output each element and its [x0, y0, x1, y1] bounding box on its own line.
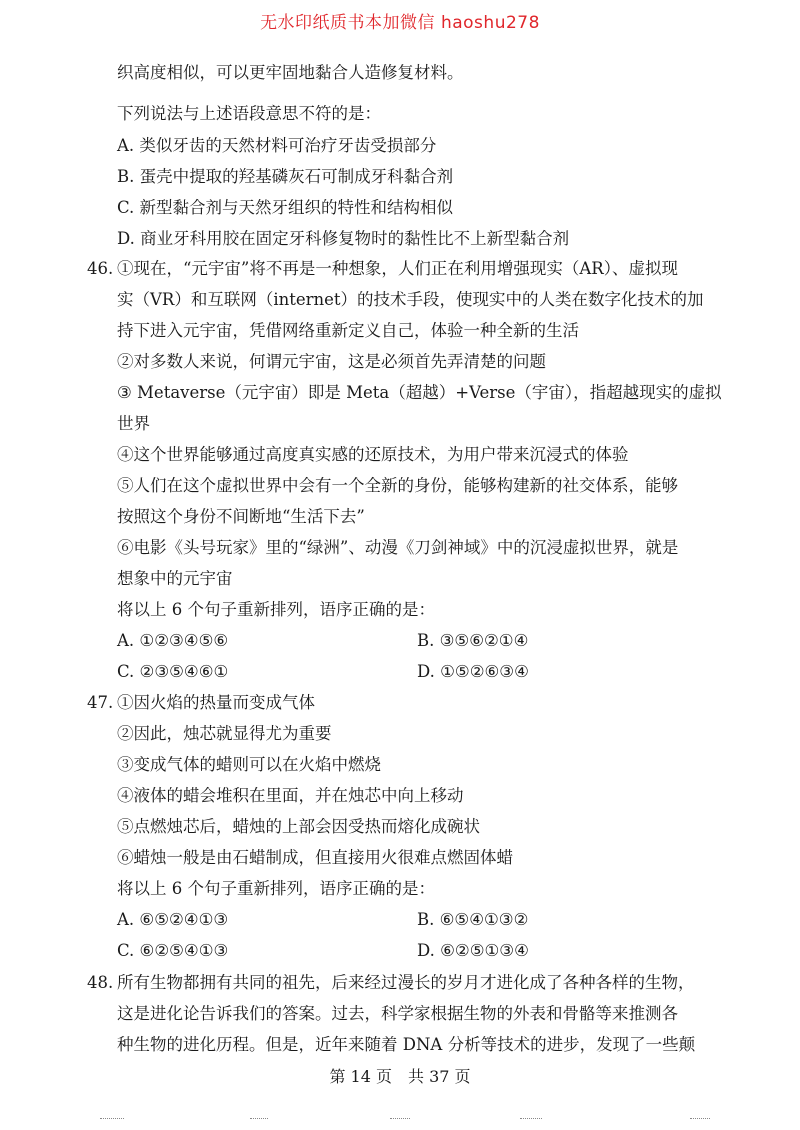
scan-speck: [520, 1118, 542, 1121]
q45-continuation-line: 织高度相似，可以更牢固地黏合人造修复材料。: [117, 63, 464, 82]
q46-line: ⑥电影《头号玩家》里的“绿洲”、动漫《刀剑神域》中的沉浸虚拟世界，就是: [117, 538, 679, 557]
q45-option-a: A. 类似牙齿的天然材料可治疗牙齿受损部分: [117, 136, 437, 155]
q47-line: ①因火焰的热量而变成气体: [117, 693, 315, 712]
q47-option-b: B. ⑥⑤④①③②: [417, 910, 529, 929]
q46-line: 世界: [117, 414, 150, 433]
q47-line: ③变成气体的蜡则可以在火焰中燃烧: [117, 755, 381, 774]
q48-line: 这是进化论告诉我们的答案。过去，科学家根据生物的外表和骨骼等来推测各: [117, 1004, 678, 1023]
q45-prompt: 下列说法与上述语段意思不符的是：: [117, 104, 381, 123]
watermark-text: 无水印纸质书本加微信 haoshu278: [260, 13, 540, 33]
q48-number: 48.: [87, 973, 114, 992]
scan-speck: [690, 1118, 710, 1121]
scan-speck: [250, 1118, 268, 1121]
q46-line: ①现在，“元宇宙”将不再是一种想象，人们正在利用增强现实（AR）、虚拟现: [117, 259, 678, 278]
scan-speck: [390, 1118, 410, 1121]
q46-option-d: D. ①⑤②⑥③④: [417, 662, 529, 681]
q48-line: 种生物的进化历程。但是，近年来随着 DNA 分析等技术的进步，发现了一些颠: [117, 1035, 696, 1054]
q46-line: 按照这个身份不间断地“生活下去”: [117, 507, 365, 526]
q46-option-a: A. ①②③④⑤⑥: [117, 631, 229, 650]
page-footer: 第 14 页 共 37 页: [329, 1067, 471, 1086]
q47-option-c: C. ⑥②⑤④①③: [117, 941, 229, 960]
q46-number: 46.: [87, 259, 114, 278]
q47-option-a: A. ⑥⑤②④①③: [117, 910, 229, 929]
q47-line: ②因此，烛芯就显得尤为重要: [117, 724, 332, 743]
q47-option-d: D. ⑥②⑤①③④: [417, 941, 529, 960]
q46-line: ③ Metaverse（元宇宙）即是 Meta（超越）+Verse（宇宙），指超越现实的虚拟: [117, 383, 722, 402]
q47-line: ⑤点燃烛芯后，蜡烛的上部会因受热而熔化成碗状: [117, 817, 480, 836]
q46-line: ④这个世界能够通过高度真实感的还原技术，为用户带来沉浸式的体验: [117, 445, 629, 464]
q46-option-c: C. ②③⑤④⑥①: [117, 662, 229, 681]
q46-line: 想象中的元宇宙: [117, 569, 233, 588]
q45-option-b: B. 蛋壳中提取的羟基磷灰石可制成牙科黏合剂: [117, 167, 454, 186]
q45-option-c: C. 新型黏合剂与天然牙组织的特性和结构相似: [117, 198, 454, 217]
q46-option-b: B. ③⑤⑥②①④: [417, 631, 529, 650]
q46-line: ⑤人们在这个虚拟世界中会有一个全新的身份，能够构建新的社交体系，能够: [117, 476, 678, 495]
q47-line: ④液体的蜡会堆积在里面，并在烛芯中向上移动: [117, 786, 464, 805]
scan-speck: [100, 1118, 124, 1121]
q46-line: ②对多数人来说，何谓元宇宙，这是必须首先弄清楚的问题: [117, 352, 546, 371]
q46-prompt: 将以上 6 个句子重新排列，语序正确的是：: [117, 600, 435, 619]
q47-number: 47.: [87, 693, 114, 712]
q45-option-d: D. 商业牙科用胶在固定牙科修复物时的黏性比不上新型黏合剂: [117, 229, 570, 248]
q47-prompt: 将以上 6 个句子重新排列，语序正确的是：: [117, 879, 435, 898]
q47-line: ⑥蜡烛一般是由石蜡制成，但直接用火很难点燃固体蜡: [117, 848, 513, 867]
q48-line: 所有生物都拥有共同的祖先，后来经过漫长的岁月才进化成了各种各样的生物，: [117, 973, 695, 992]
q46-line: 持下进入元宇宙，凭借网络重新定义自己，体验一种全新的生活: [117, 321, 579, 340]
q46-line: 实（VR）和互联网（internet）的技术手段，使现实中的人类在数字化技术的加: [117, 290, 704, 309]
